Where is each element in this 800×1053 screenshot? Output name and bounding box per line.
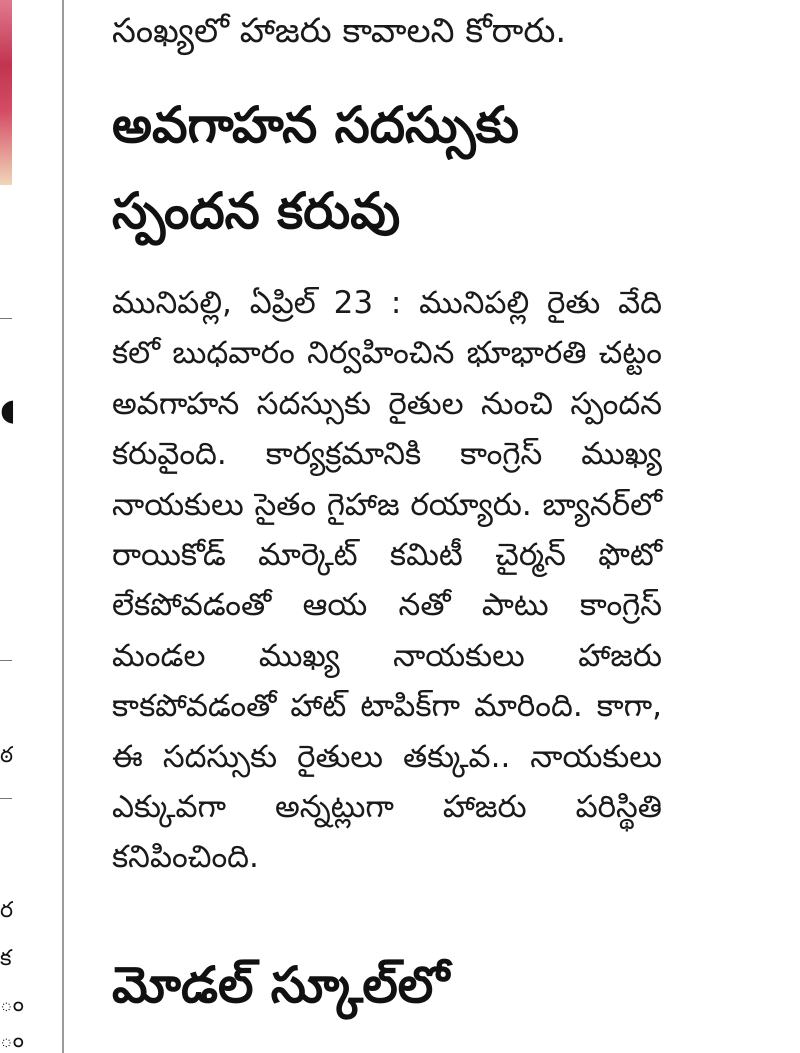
cut-glyph: ం [0, 992, 24, 1017]
column-rule-short [0, 318, 12, 319]
cut-glyph: ఠ [0, 743, 14, 768]
adjacent-column-edge [0, 0, 60, 1053]
article-body: మునిపల్లి, ఏప్రిల్ 23 : మునిపల్లి రైతు వేది కలో బుధవారం నిర్వహించిన భూభారతి చట్టం అవగాహన సదస్సుకు రైతుల నుంచి స్పందన కరువైంది. కార్యక్రమానికి కాంగ్రెస్ ముఖ్య నాయకులు సైతం గైహాజ రయ్యారు. బ్యానర్‌లో రాయికోడ్ మార్కెట్ కమిటీ చైర్మన్ ఫొటో లేకపోవడంతో ఆయ నతో పాటు కాంగ్రెస్ మండల ముఖ్య నాయకులు హాజరు కాకపోవడంతో హాట్ టాపిక్‌గా మారింది. కాగా, ఈ సదస్సుకు రైతులు తక్కువ.. నాయకులు ఎక్కువగా అన్నట్లుగా హాజరు పరిస్థితి కనిపించింది. [112, 285, 662, 876]
column-rule-short [0, 798, 12, 799]
cut-glyph: ర [0, 898, 14, 923]
article-headline-line-1: అవగాహన సదస్సుకు [112, 96, 519, 154]
cut-glyph: ం [0, 1028, 24, 1053]
cut-glyph: క [0, 946, 12, 971]
article-headline-line-2: స్పందన కరువు [112, 182, 401, 240]
column-rule-short [0, 660, 12, 661]
cut-glyph: ◖ [0, 393, 16, 428]
next-article-headline: మోడల్ స్కూల్‌లో [112, 956, 450, 1014]
column-divider [62, 0, 64, 1053]
previous-article-last-line: సంఖ్యలో హాజరు కావాలని కోరారు. [112, 11, 567, 51]
adjacent-photo-edge [0, 0, 12, 185]
